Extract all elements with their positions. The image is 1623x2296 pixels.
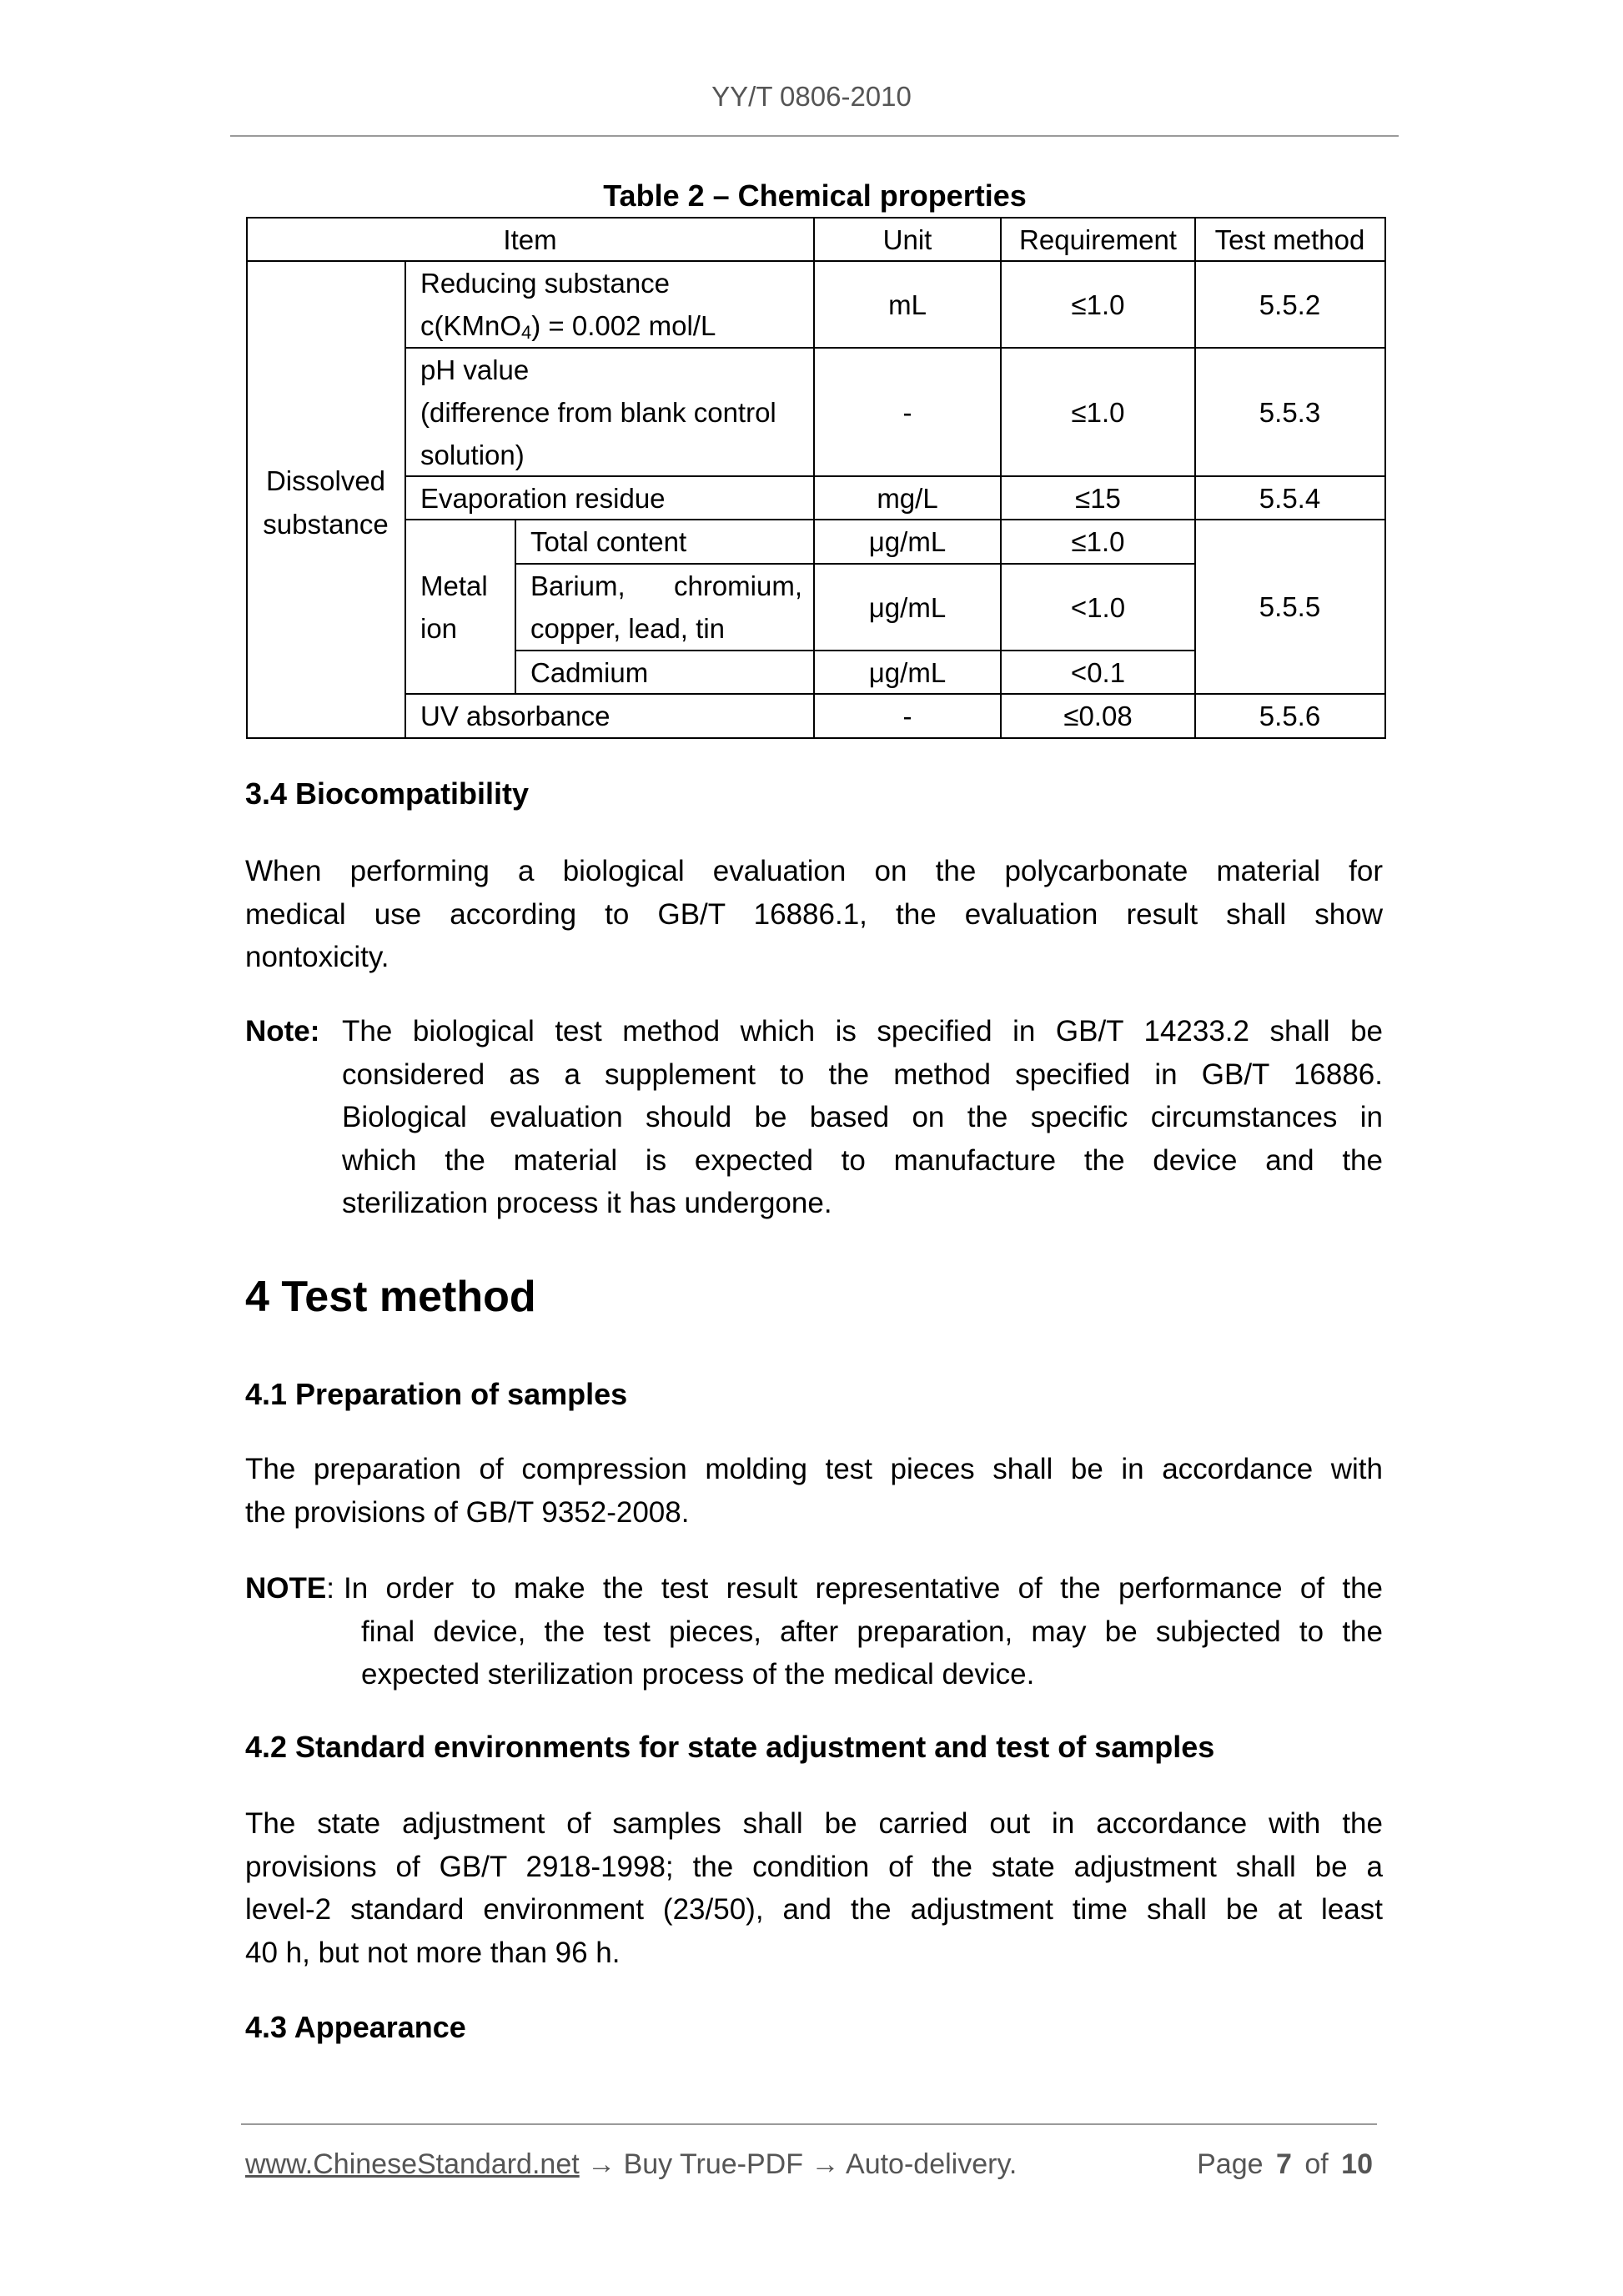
table-border <box>1384 217 1386 739</box>
column-header-unit: Unit <box>882 224 932 255</box>
metal-label-line1: Metal <box>420 570 488 601</box>
unit-cell: μg/mL <box>868 656 947 688</box>
page-of: of <box>1304 2148 1329 2180</box>
item-line <box>420 304 716 347</box>
footer-divider <box>241 2123 1377 2125</box>
formula-subscript: 4 <box>521 322 532 343</box>
table-row-total-content-item: Total content <box>530 526 687 557</box>
requirement-cell: ≤1.0 <box>1071 396 1125 428</box>
item-line: pH value <box>420 354 530 385</box>
page-number <box>1197 2147 1373 2182</box>
test-method-cell: 5.5.3 <box>1259 396 1321 428</box>
note-line: which the material is expected to manufacture the device and the <box>342 1143 1383 1177</box>
section-heading-4-2: 4.2 Standard environments for state adjustment and test of samples <box>245 1730 1215 1764</box>
section-heading-4: 4 Test method <box>245 1273 536 1321</box>
note-line: expected sterilization process of the medical device. <box>361 1658 1035 1691</box>
test-method-cell: 5.5.2 <box>1259 289 1321 320</box>
note-label-group <box>245 1567 334 1610</box>
table-border <box>404 519 1386 520</box>
section-heading-4-1: 4.1 Preparation of samples <box>245 1377 628 1411</box>
table-border <box>515 563 1195 565</box>
group-label-line1: Dissolved <box>265 465 386 496</box>
requirement-cell: ≤15 <box>1075 482 1121 514</box>
section-3-4-paragraph <box>245 850 1383 979</box>
table-border <box>404 260 406 739</box>
paragraph-line: The preparation of compression molding test pieces shall be in accordance with <box>245 1453 1383 1485</box>
buy-true-pdf-text: Buy True-PDF <box>623 2148 803 2180</box>
group-label-dissolved-substance <box>246 261 405 540</box>
metal-label-line2: ion <box>420 612 458 644</box>
item-line: solution) <box>420 439 525 470</box>
paragraph-line: provisions of GB/T 2918-1998; the condition of the state adjustment shall be a <box>245 1850 1383 1883</box>
table-border <box>1194 217 1196 739</box>
test-method-cell: 5.5.6 <box>1259 701 1321 731</box>
column-header-test-method: Test method <box>1214 224 1365 255</box>
arrow-right-icon: → <box>811 2148 840 2180</box>
item-line: Reducing substance <box>420 268 671 299</box>
section-heading-4-3: 4.3 Appearance <box>245 2010 466 2044</box>
note-line: Biological evaluation should be based on the specific circumstances in <box>342 1101 1383 1133</box>
formula-suffix: ) = 0.002 mol/L <box>531 310 716 341</box>
unit-cell: mg/L <box>877 482 938 514</box>
requirement-cell: ≤0.08 <box>1063 701 1133 731</box>
section-4-1-note <box>245 1567 1383 1696</box>
table-row-reducing-substance-item <box>405 261 814 348</box>
metal-ion-label <box>405 520 515 694</box>
page-label: Page <box>1197 2148 1264 2180</box>
paragraph-line: 40 h, but not more than 96 h. <box>245 1936 621 1969</box>
column-header-requirement: Requirement <box>1019 224 1177 255</box>
table-border <box>515 650 1195 651</box>
unit-cell: μg/mL <box>868 591 947 623</box>
section-heading-3-4: 3.4 Biocompatibility <box>245 776 530 811</box>
column-header-item: Item <box>503 224 557 255</box>
table-border <box>404 693 1386 695</box>
section-4-2-paragraph <box>245 1802 1383 1974</box>
note-line: In order to make the test result representative of the performance of the <box>344 1572 1383 1605</box>
requirement-cell: ≤1.0 <box>1071 526 1125 557</box>
section-3-4-note <box>245 1010 1383 1225</box>
group-label-line2: substance <box>263 509 389 540</box>
section-4-1-paragraph <box>245 1448 1383 1534</box>
paragraph-line: When performing a biological evaluation on the polycarbonate material for <box>245 855 1383 887</box>
table-row-ph-value-item <box>405 348 814 476</box>
table-border <box>404 475 1386 477</box>
requirement-cell: <0.1 <box>1070 656 1126 688</box>
header-divider <box>230 135 1399 137</box>
requirement-cell: ≤1.0 <box>1071 289 1125 320</box>
note-line: The biological test method which is specified in GB/T 14233.2 shall be <box>342 1015 1383 1048</box>
note-line: final device, the test pieces, after preparation, may be subjected to the <box>361 1615 1383 1648</box>
page-total: 10 <box>1341 2148 1373 2180</box>
table-border <box>246 260 1386 262</box>
note-label: NOTE <box>245 1572 327 1605</box>
paragraph-line: the provisions of GB/T 9352-2008. <box>245 1495 690 1529</box>
table-title: Table 2 – Chemical properties <box>603 178 1027 213</box>
paragraph-line: level-2 standard environment (23/50), and the adjustment time shall be at least <box>245 1893 1383 1926</box>
table-border <box>515 519 516 694</box>
table-border <box>246 217 1386 219</box>
page-current: 7 <box>1275 2148 1292 2180</box>
requirement-cell: <1.0 <box>1070 591 1126 623</box>
table-row-evaporation-residue-item: Evaporation residue <box>420 482 666 514</box>
note-label: Note: <box>245 1015 320 1048</box>
item-line <box>530 565 802 607</box>
note-line: sterilization process it has undergone. <box>342 1187 832 1219</box>
test-method-cell: 5.5.4 <box>1259 482 1321 514</box>
table-border <box>246 737 1386 739</box>
document-code-header: YY/T 0806-2010 <box>711 81 912 112</box>
item-line: (difference from blank control <box>420 396 776 428</box>
unit-cell: μg/mL <box>868 526 947 557</box>
note-colon: : <box>326 1572 334 1605</box>
paragraph-line: medical use according to GB/T 16886.1, the evaluation result shall show <box>245 897 1383 931</box>
test-method-cell-metal-ion: 5.5.5 <box>1259 591 1321 622</box>
unit-cell: - <box>902 396 912 428</box>
table-border <box>246 217 248 739</box>
auto-delivery-text: Auto-delivery. <box>846 2148 1018 2180</box>
note-line: considered as a supplement to the method specified in GB/T 16886. <box>342 1058 1383 1091</box>
unit-cell: mL <box>888 289 927 320</box>
table-row-cadmium-item: Cadmium <box>530 656 649 688</box>
paragraph-line: nontoxicity. <box>245 941 389 973</box>
paragraph-line: The state adjustment of samples shall be carried out in accordance with the <box>245 1807 1383 1840</box>
item-word: chromium, <box>673 570 802 601</box>
chinesestandard-link[interactable]: www.ChineseStandard.net <box>245 2148 580 2180</box>
table-border <box>813 217 815 739</box>
item-line: copper, lead, tin <box>530 613 725 644</box>
unit-cell: - <box>902 701 912 731</box>
table-border <box>1000 217 1002 739</box>
table-border <box>404 347 1386 349</box>
table-row-uv-absorbance-item: UV absorbance <box>420 701 611 731</box>
table-row-barium-item <box>515 564 814 651</box>
footer-promo <box>245 2147 1017 2182</box>
item-word: Barium, <box>530 570 626 601</box>
formula-prefix: c(KMnO <box>420 310 522 341</box>
arrow-right-icon: → <box>587 2148 616 2180</box>
